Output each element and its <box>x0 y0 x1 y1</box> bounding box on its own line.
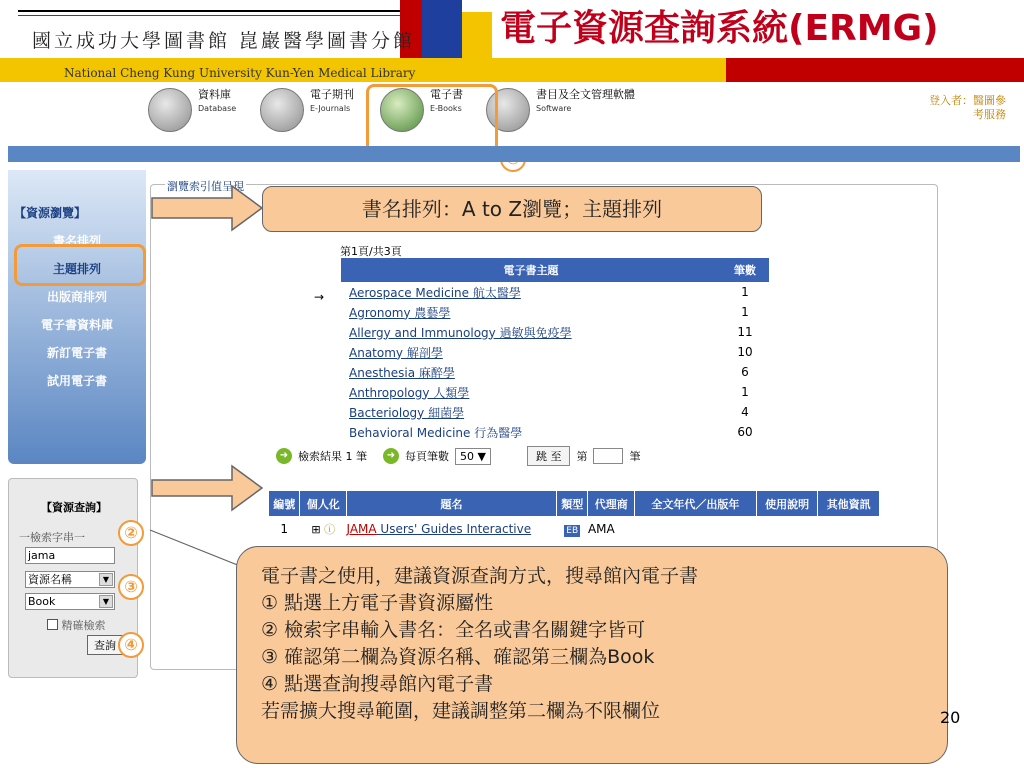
note-line: ③ 確認第二欄為資源名稱、確認第三欄為Book <box>261 646 655 668</box>
slide-number: 20 <box>940 708 961 727</box>
chevron-down-icon: ▼ <box>99 595 113 608</box>
info-icon[interactable]: ⓘ <box>324 522 336 536</box>
login-info: 登入者：醫圖參考服務 <box>929 94 1006 121</box>
col-personal: 個人化 <box>300 491 347 517</box>
subject-count: 6 <box>741 365 749 379</box>
exact-label: 精確檢索 <box>61 619 106 632</box>
sidebar-item-publisher[interactable]: 出版商排列 <box>46 290 107 304</box>
marker-2: ② <box>118 520 144 546</box>
subject-name[interactable]: Allergy and Immunology 過敏與免疫學 <box>349 325 572 340</box>
col-agent: 代理商 <box>588 491 635 517</box>
result-agent: AMA <box>587 521 615 536</box>
chevron-down-icon: ▼ <box>99 573 113 586</box>
library-name-en: National Cheng Kung University Kun-Yen Medical Library <box>64 66 416 80</box>
per-page-label: 每頁筆數 <box>405 450 449 463</box>
jump-prefix: 第 <box>576 450 588 463</box>
sidebar-item-title[interactable]: 書名排列 <box>52 234 101 248</box>
instruction-note <box>236 546 948 764</box>
subject-count: 10 <box>737 345 753 359</box>
note-line: ② 檢索字串輸入書名：全名或書名關鍵字皆可 <box>261 619 646 641</box>
keyword-label: 一檢索字串一 <box>19 531 85 544</box>
arrow-right-icon: ➜ <box>276 448 292 464</box>
arrow-right-icon: ➜ <box>383 448 399 464</box>
subject-count: 1 <box>741 285 749 299</box>
search-header: 【資源查詢】 <box>41 501 107 514</box>
jump-button[interactable]: 跳 至 <box>527 446 571 466</box>
current-row-arrow: → <box>314 290 325 304</box>
subject-name[interactable]: Anesthesia 麻醉學 <box>349 365 455 380</box>
jump-suffix: 筆 <box>629 450 641 463</box>
sidebar-item-subject[interactable]: 主題排列 <box>52 262 101 276</box>
sidebar-item-new[interactable]: 新訂電子書 <box>46 346 107 360</box>
type-badge: EB <box>566 525 579 536</box>
subject-count: 4 <box>741 405 749 419</box>
sidebar-header: 【資源瀏覽】 <box>14 206 87 220</box>
col-title: 題名 <box>347 491 557 517</box>
toolbar-label: 資料庫 <box>198 88 231 101</box>
note-line: ① 點選上方電子書資源屬性 <box>261 592 494 614</box>
subject-count: 11 <box>737 325 753 339</box>
title-rest[interactable]: Users' Guides Interactive <box>376 521 532 536</box>
marker-3: ③ <box>118 574 144 600</box>
chevron-down-icon: ▼ <box>477 449 486 463</box>
toolbar-label: 電子期刊 <box>310 88 354 101</box>
title-highlight[interactable]: JAMA <box>346 521 377 536</box>
subject-name[interactable]: Aerospace Medicine 航太醫學 <box>349 285 521 300</box>
type-select-value: Book <box>28 595 56 608</box>
subject-name[interactable]: Agronomy 農藝學 <box>349 305 451 320</box>
col-type: 類型 <box>557 491 588 517</box>
subject-count: 1 <box>741 305 749 319</box>
note-line: 電子書之使用，建議資源查詢方式，搜尋館內電子書 <box>261 565 699 587</box>
sidebar-item-trial[interactable]: 試用電子書 <box>46 374 107 388</box>
marker-4: ④ <box>118 632 144 658</box>
note-line: ④ 點選查詢搜尋館內電子書 <box>261 673 494 695</box>
col-other: 其他資訊 <box>818 491 880 517</box>
subject-count: 60 <box>737 425 753 438</box>
subject-name[interactable]: Bacteriology 細菌學 <box>349 405 465 420</box>
callout-browse: 書名排列：A to Z瀏覽；主題排列 <box>262 186 762 232</box>
col-year: 全文年代／出版年 <box>635 491 757 517</box>
subject-name[interactable]: Behavioral Medicine 行為醫學 <box>349 425 523 438</box>
subject-name[interactable]: Anatomy 解剖學 <box>349 345 443 360</box>
subject-name[interactable]: Anthropology 人類學 <box>349 385 470 400</box>
page-info: 第1頁/共3頁 <box>340 245 402 258</box>
col-subject: 電子書主題 <box>341 258 721 282</box>
per-page-value: 50 <box>460 449 474 463</box>
field-select-value: 資源名稱 <box>28 573 72 586</box>
toolbar-label: 書目及全文管理軟體 <box>536 88 635 101</box>
library-name-cn: 國立成功大學圖書館 崑巖醫學圖書分館 <box>32 30 416 52</box>
col-count: 筆數 <box>721 258 769 282</box>
query-button[interactable]: 查詢 <box>87 635 123 655</box>
keyword-input[interactable]: jama <box>25 547 115 564</box>
plus-icon[interactable]: ⊞ <box>311 522 321 536</box>
panel-legend: 瀏覽索引值呈現 <box>167 180 244 193</box>
toolbar-label-en: E-Books <box>430 104 462 113</box>
toolbar-label-en: E-Journals <box>310 104 351 113</box>
subject-count: 1 <box>741 385 749 399</box>
col-number: 編號 <box>269 491 300 517</box>
toolbar-label: 電子書 <box>430 88 463 101</box>
col-usage: 使用說明 <box>756 491 818 517</box>
result-count: 檢索結果 1 筆 <box>298 450 367 463</box>
sidebar-item-databases[interactable]: 電子書資料庫 <box>40 318 113 332</box>
toolbar-label-en: Software <box>536 104 572 113</box>
page-title: 電子資源查詢系統(ERMG) <box>500 8 939 49</box>
result-number: 1 <box>280 521 289 536</box>
toolbar-label-en: Database <box>198 104 237 113</box>
note-line: 若需擴大搜尋範圍，建議調整第二欄為不限欄位 <box>261 700 661 722</box>
